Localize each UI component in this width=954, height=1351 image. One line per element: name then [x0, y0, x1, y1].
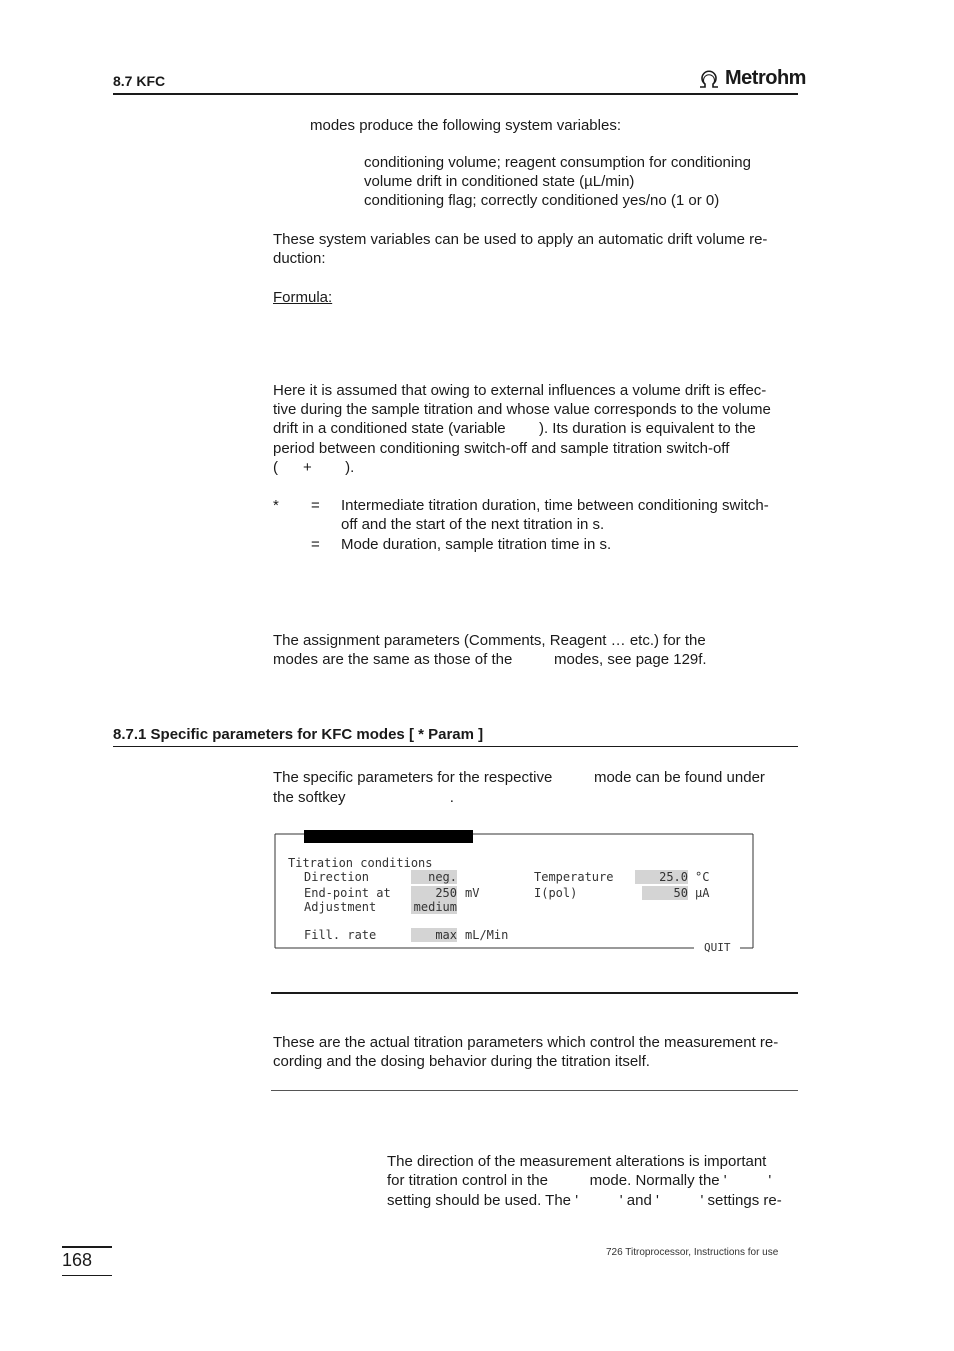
formula-label: Formula: [273, 289, 333, 306]
brand-logo [697, 67, 806, 90]
para-3-line-4: period between conditioning switch-off and sample titration switch-off [273, 440, 730, 457]
temperature-unit: °C [695, 870, 710, 884]
para-2-line-1: These system variables can be used to apply an automatic drift volume re- [273, 231, 768, 248]
separator-rule-2 [271, 1090, 798, 1091]
para-4-line-1: The assignment parameters (Comments, Reagent … etc.) for the [273, 632, 706, 649]
var-line-3: conditioning flag; correctly conditioned yes/no (1 or 0) [364, 192, 720, 209]
fillrate-field[interactable]: max [411, 928, 457, 942]
para-6-line-1: These are the actual titration parameters which control the measurement re- [273, 1034, 779, 1051]
adjustment-field[interactable]: medium [411, 900, 457, 914]
metrohm-omega-icon [697, 69, 721, 89]
def-1-text-2: off and the start of the next titration in s. [341, 516, 605, 533]
intro-line: modes produce the following system variables: [310, 117, 621, 134]
fillrate-label: Fill. rate [304, 928, 377, 942]
para-3-line-2: tive during the sample titration and whose value corresponds to the volume [273, 401, 771, 418]
para-3-line-3: drift in a conditioned state (variable ). Its duration is equivalent to the [273, 420, 756, 437]
def-2-equals: = [311, 536, 320, 553]
adjustment-label: Adjustment [304, 900, 377, 914]
group-title: Titration conditions [288, 856, 433, 870]
page-number-rule-bottom [62, 1275, 112, 1276]
var-line-1: conditioning volume; reagent consumption for conditioning [364, 154, 751, 171]
direction-label: Direction [304, 870, 370, 884]
para-4-line-2: modes are the same as those of the modes, see page 129f. [273, 651, 707, 668]
header-rule [113, 93, 798, 95]
instrument-screen [274, 830, 755, 954]
para-6-line-2: cording and the dosing behavior during the titration itself. [273, 1053, 650, 1070]
def-1-mark: * [273, 497, 279, 514]
section-heading-rule [113, 746, 798, 747]
para-5-line-2: the softkey . [273, 789, 454, 806]
section-heading: 8.7.1 Specific parameters for KFC modes [ * Param ] [113, 726, 484, 743]
para-7-line-2: for titration control in the mode. Normally the ' ' [387, 1172, 772, 1189]
quit-softkey[interactable]: QUIT [704, 941, 731, 954]
para-5-line-1: The specific parameters for the respective mode can be found under [273, 769, 765, 786]
endpoint-unit: mV [465, 886, 480, 900]
def-1-equals: = [311, 497, 320, 514]
separator-rule-1 [271, 992, 798, 994]
def-2-text-1: Mode duration, sample titration time in s. [341, 536, 612, 553]
var-line-2: volume drift in conditioned state (µL/min) [364, 173, 635, 190]
brand-name: Metrohm [725, 67, 806, 89]
para-3-line-5: ( + ). [273, 459, 355, 476]
running-header-section: 8.7 KFC [113, 73, 166, 89]
para-7-line-1: The direction of the measurement alterations is important [387, 1153, 767, 1170]
ipol-label: I(pol) [534, 886, 578, 900]
page-number: 168 [62, 1250, 93, 1270]
fillrate-unit: mL/Min [465, 928, 509, 942]
direction-field[interactable]: neg. [411, 870, 457, 884]
def-1-text-1: Intermediate titration duration, time between conditioning switch- [341, 497, 769, 514]
ipol-field[interactable]: 50 [642, 886, 688, 900]
endpoint-field[interactable]: 250 [411, 886, 457, 900]
temperature-field[interactable]: 25.0 [635, 870, 688, 884]
para-3-line-1: Here it is assumed that owing to external influences a volume drift is effec- [273, 382, 767, 399]
ipol-unit: µA [695, 886, 710, 900]
temperature-label: Temperature [534, 870, 614, 884]
para-2-line-2: duction: [273, 250, 326, 267]
page-number-rule-top [62, 1246, 112, 1248]
footer-doc-title: 726 Titroprocessor, Instructions for use [606, 1247, 779, 1258]
para-7-line-3: setting should be used. The ' ' and ' ' settings re- [387, 1192, 782, 1209]
endpoint-label: End-point at [304, 886, 391, 900]
